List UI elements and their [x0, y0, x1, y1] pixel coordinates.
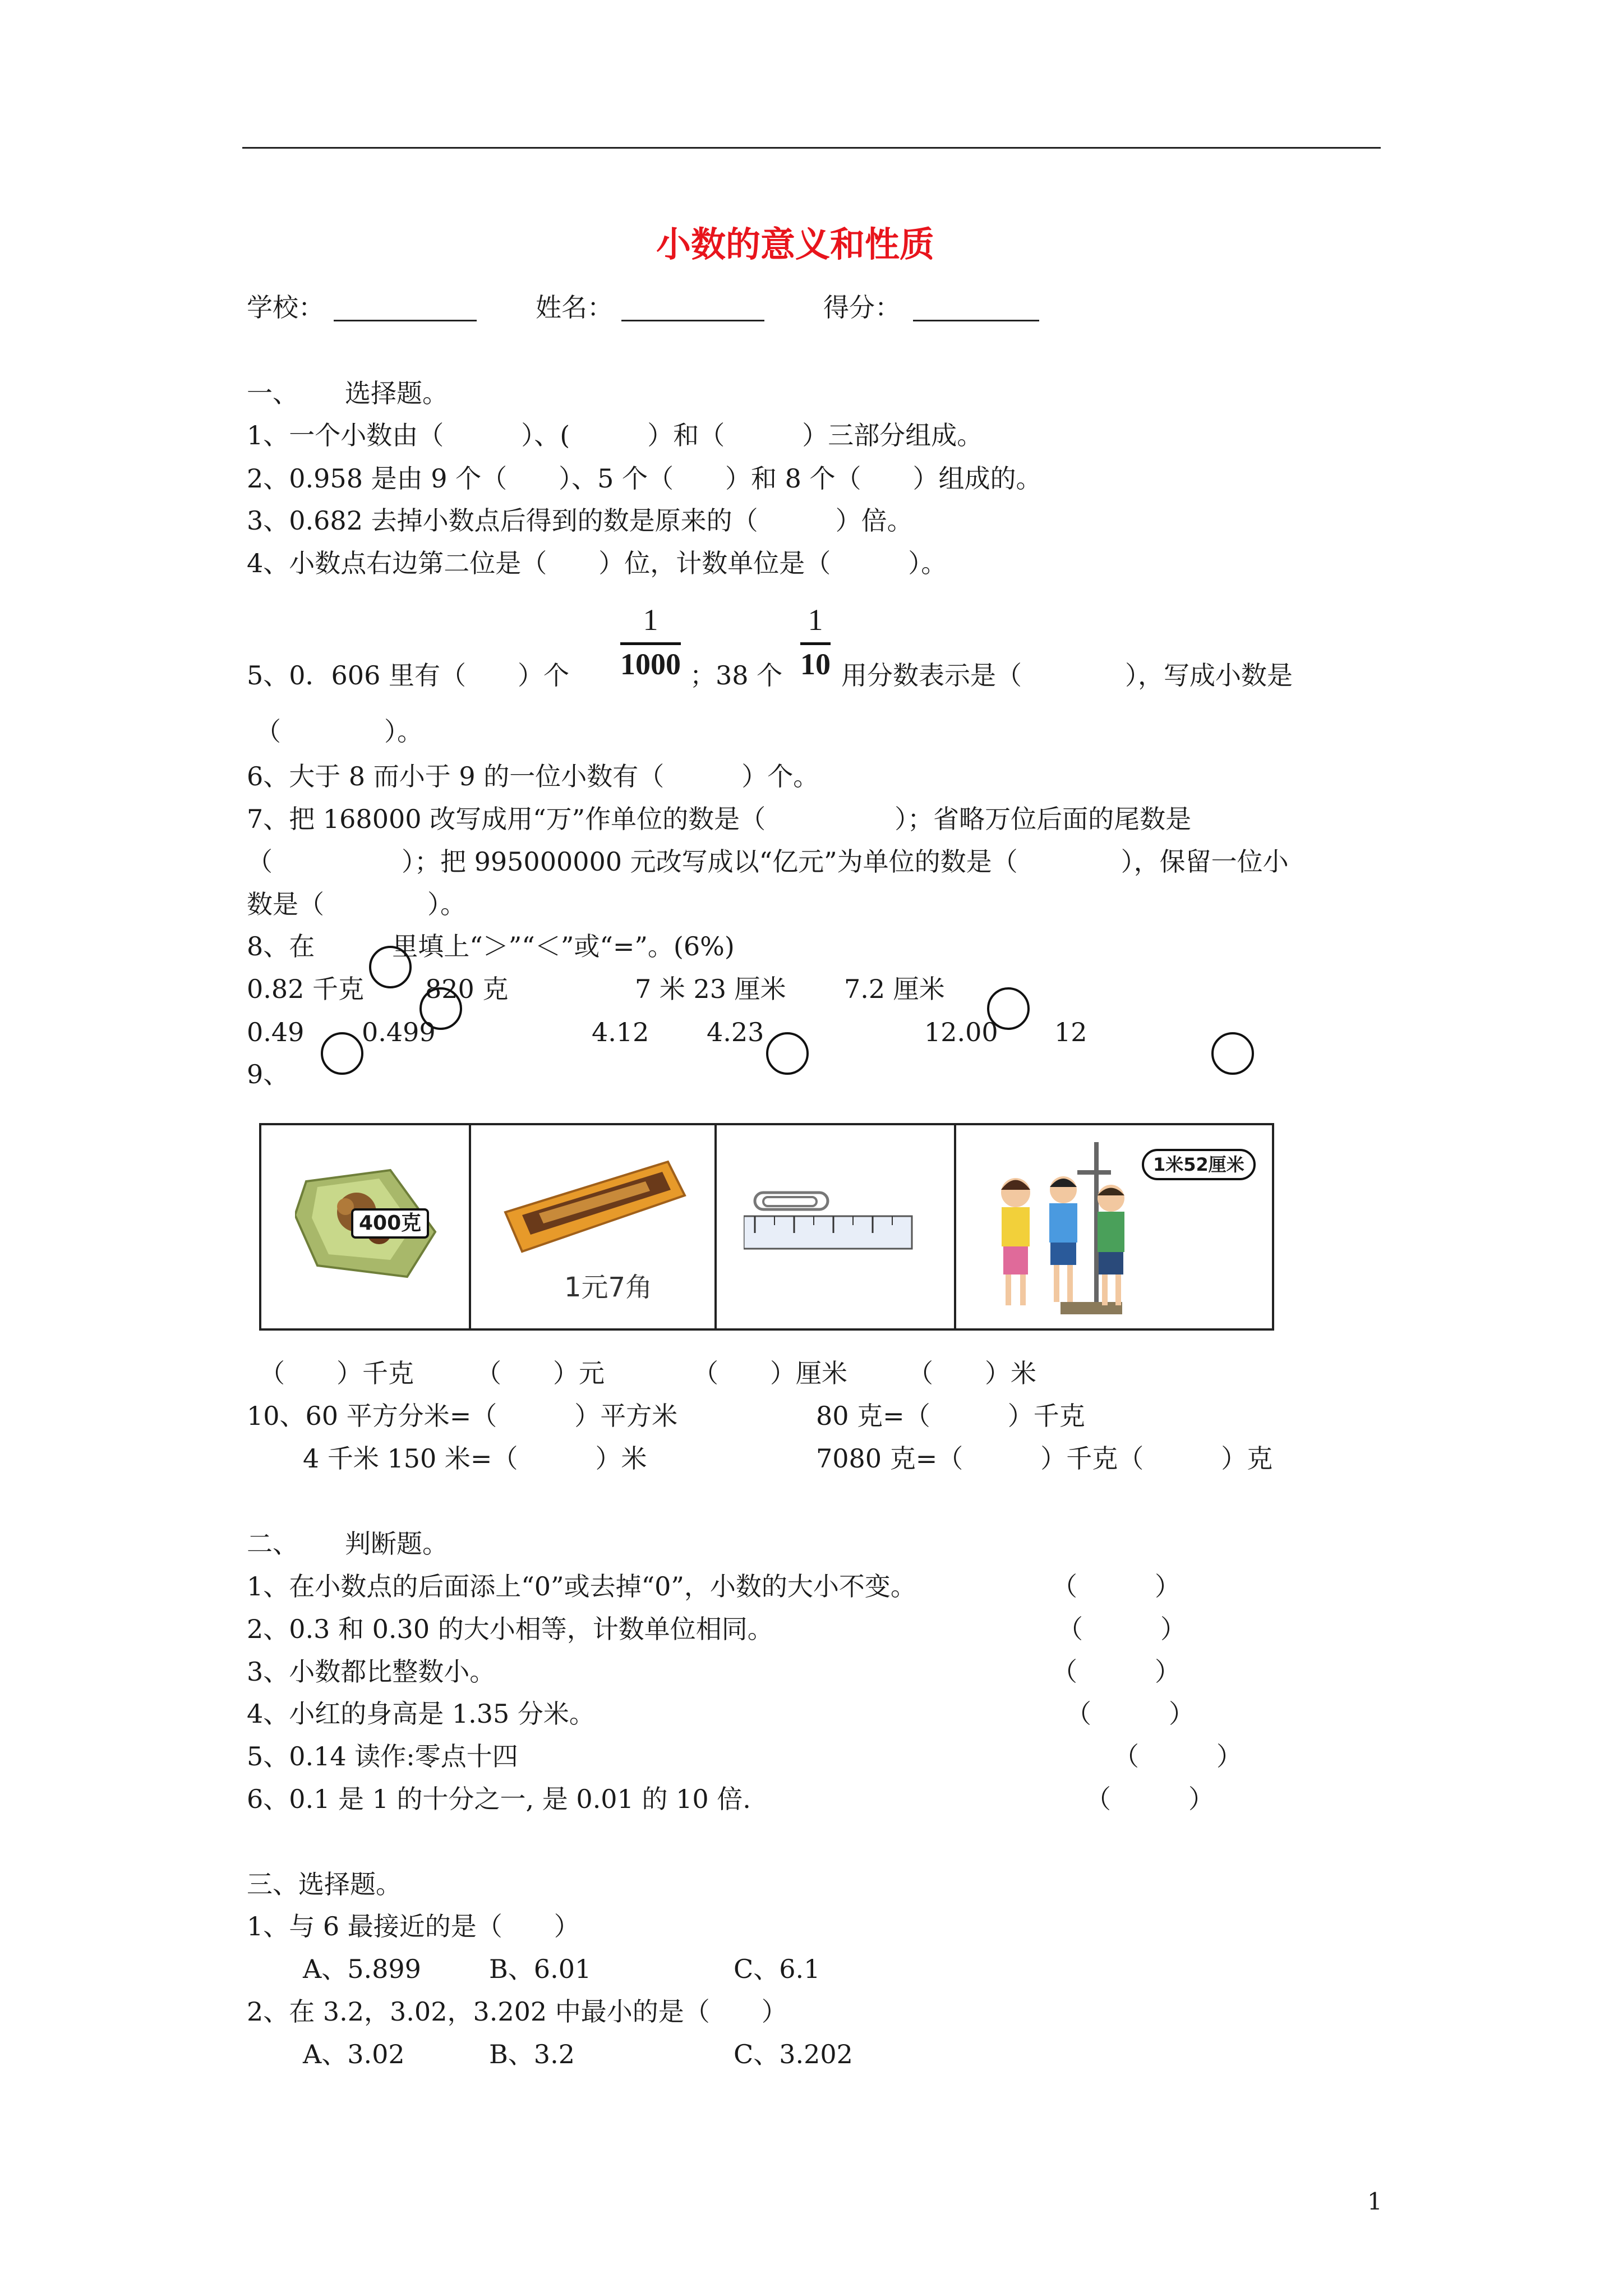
s1-question-5-part3: 用分数表示是（ ），写成小数是 — [841, 660, 1293, 691]
s3-q2-option-c[interactable]: C、3.202 — [734, 2039, 853, 2069]
compare-circle[interactable] — [419, 987, 462, 1030]
s1-question-10b: 80 克=（ ）千克 — [816, 1401, 1085, 1431]
cell-divider — [954, 1125, 956, 1328]
s2-question-2: 2、0.3 和 0.30 的大小相等，计数单位相同。 — [247, 1614, 773, 1644]
s1-question-2: 2、0.958 是由 9 个（ ）、5 个（ ）和 8 个（ ）组成的。 — [247, 463, 1042, 494]
compare-circle[interactable] — [321, 1032, 363, 1075]
s3-q2-option-a[interactable]: A、3.02 — [303, 2039, 405, 2069]
price-label: 1元7角 — [564, 1272, 653, 1303]
s3-q1-option-b[interactable]: B、6.01 — [489, 1954, 592, 1984]
page-number: 1 — [1367, 2188, 1382, 2215]
s1-question-7-line2: （ ）；把 995000000 元改写成以“亿元”为单位的数是（ ），保留一位小 — [247, 846, 1289, 877]
compare-item: 7 米 23 厘米 — [635, 974, 786, 1004]
section1-number: 一、 — [247, 378, 298, 408]
s2-question-5: 5、0.14 读作:零点十四 — [247, 1741, 518, 1772]
s1-question-1: 1、一个小数由（ ）、( ）和（ ）三部分组成。 — [247, 420, 983, 450]
fraction-numerator: 1 — [620, 603, 681, 645]
q9-answer-kg: （ ）千克 — [259, 1358, 414, 1388]
q9-answer-cm: （ ）厘米 — [693, 1358, 847, 1388]
q9-answer-yuan: （ ）元 — [476, 1358, 605, 1388]
compare-circle[interactable] — [1211, 1032, 1254, 1075]
s1-question-10d: 7080 克=（ ）千克（ ）克 — [816, 1443, 1273, 1474]
compare-circle[interactable] — [766, 1032, 809, 1075]
s1-question-8: 8、在 里填上“＞”“＜”或“=”。(6%) — [247, 931, 735, 961]
section3-heading: 三、选择题。 — [247, 1869, 402, 1899]
compare-item: 0.499 — [362, 1017, 436, 1047]
fraction-1-10 — [800, 603, 831, 681]
s3-question-1: 1、与 6 最接近的是（ ） — [247, 1911, 580, 1941]
s3-q1-option-c[interactable]: C、6.1 — [734, 1954, 820, 1984]
answer-paren[interactable]: （ ） — [1113, 1741, 1242, 1772]
score-field[interactable] — [913, 320, 1039, 321]
s1-question-7-line1: 7、把 168000 改写成用“万”作单位的数是（ ）；省略万位后面的尾数是 — [247, 804, 1192, 834]
s3-q2-option-b[interactable]: B、3.2 — [489, 2039, 575, 2069]
fraction-numerator: 1 — [800, 603, 831, 645]
top-rule — [242, 147, 1381, 149]
picture-table — [259, 1123, 1274, 1331]
compare-circle[interactable] — [369, 946, 412, 988]
fraction-denominator: 1000 — [620, 647, 681, 681]
s2-question-6: 6、0.1 是 1 的十分之一, 是 0.01 的 10 倍. — [247, 1784, 751, 1814]
section2-number: 二、 — [247, 1529, 298, 1559]
section1-heading: 选择题。 — [345, 378, 448, 408]
school-field[interactable] — [334, 320, 477, 321]
section2-heading: 判断题。 — [345, 1529, 448, 1559]
height-label: 1米52厘米 — [1142, 1149, 1256, 1180]
s1-question-9: 9、 — [247, 1059, 289, 1089]
compare-item: 4.23 — [707, 1017, 764, 1047]
s3-question-2: 2、在 3.2，3.02，3.202 中最小的是（ ） — [247, 1996, 787, 2027]
s1-question-5-cont: （ ）。 — [255, 716, 423, 747]
fraction-1-1000 — [620, 603, 681, 681]
page-title: 小数的意义和性质 — [656, 224, 935, 265]
q9-answer-m: （ ）米 — [907, 1358, 1036, 1388]
compare-item: 0.49 — [247, 1017, 305, 1047]
s1-question-4: 4、小数点右边第二位是（ ）位，计数单位是（ ）。 — [247, 548, 947, 578]
answer-paren[interactable]: （ ） — [1085, 1784, 1214, 1814]
s2-question-4: 4、小红的身高是 1.35 分米。 — [247, 1699, 595, 1729]
cell-divider — [469, 1125, 471, 1328]
s1-question-5-part2: ；38 个 — [690, 660, 783, 691]
name-field[interactable] — [621, 320, 764, 321]
name-label: 姓名： — [536, 292, 613, 323]
s3-q1-option-a[interactable]: A、5.899 — [303, 1954, 421, 1984]
compare-item: 0.82 千克 — [247, 974, 365, 1004]
compare-item: 7.2 厘米 — [844, 974, 945, 1004]
score-label: 得分： — [823, 292, 901, 323]
s1-question-10a: 10、60 平方分米=（ ）平方米 — [247, 1401, 678, 1431]
school-label: 学校： — [247, 292, 324, 323]
s1-question-10c: 4 千米 150 米=（ ）米 — [303, 1443, 647, 1474]
answer-paren[interactable]: （ ） — [1052, 1657, 1181, 1687]
compare-item: 4.12 — [592, 1017, 649, 1047]
chocolate-bar-image — [500, 1151, 690, 1257]
weight-label: 400克 — [351, 1208, 429, 1239]
compare-item: 12.00 — [924, 1017, 998, 1047]
answer-paren[interactable]: （ ） — [1057, 1614, 1186, 1644]
compare-item: 12 — [1054, 1017, 1087, 1047]
s1-question-6: 6、大于 8 而小于 9 的一位小数有（ ）个。 — [247, 761, 819, 792]
s1-question-5-part1: 5、0．606 里有（ ）个 — [247, 660, 569, 691]
answer-paren[interactable]: （ ） — [1052, 1571, 1181, 1602]
s1-question-3: 3、0.682 去掉小数点后得到的数是原来的（ ）倍。 — [247, 505, 913, 536]
s2-question-3: 3、小数都比整数小。 — [247, 1657, 496, 1687]
paperclip-ruler-image — [744, 1181, 929, 1266]
fraction-denominator: 10 — [800, 647, 831, 681]
compare-circle[interactable] — [987, 987, 1030, 1030]
kids-measuring-image — [976, 1137, 1156, 1322]
compare-item: 820 克 — [425, 974, 509, 1004]
cell-divider — [714, 1125, 717, 1328]
s1-question-7-line3: 数是（ ）。 — [247, 889, 466, 919]
answer-paren[interactable]: （ ） — [1066, 1699, 1195, 1729]
s2-question-1: 1、在小数点的后面添上“0”或去掉“0”，小数的大小不变。 — [247, 1571, 916, 1602]
